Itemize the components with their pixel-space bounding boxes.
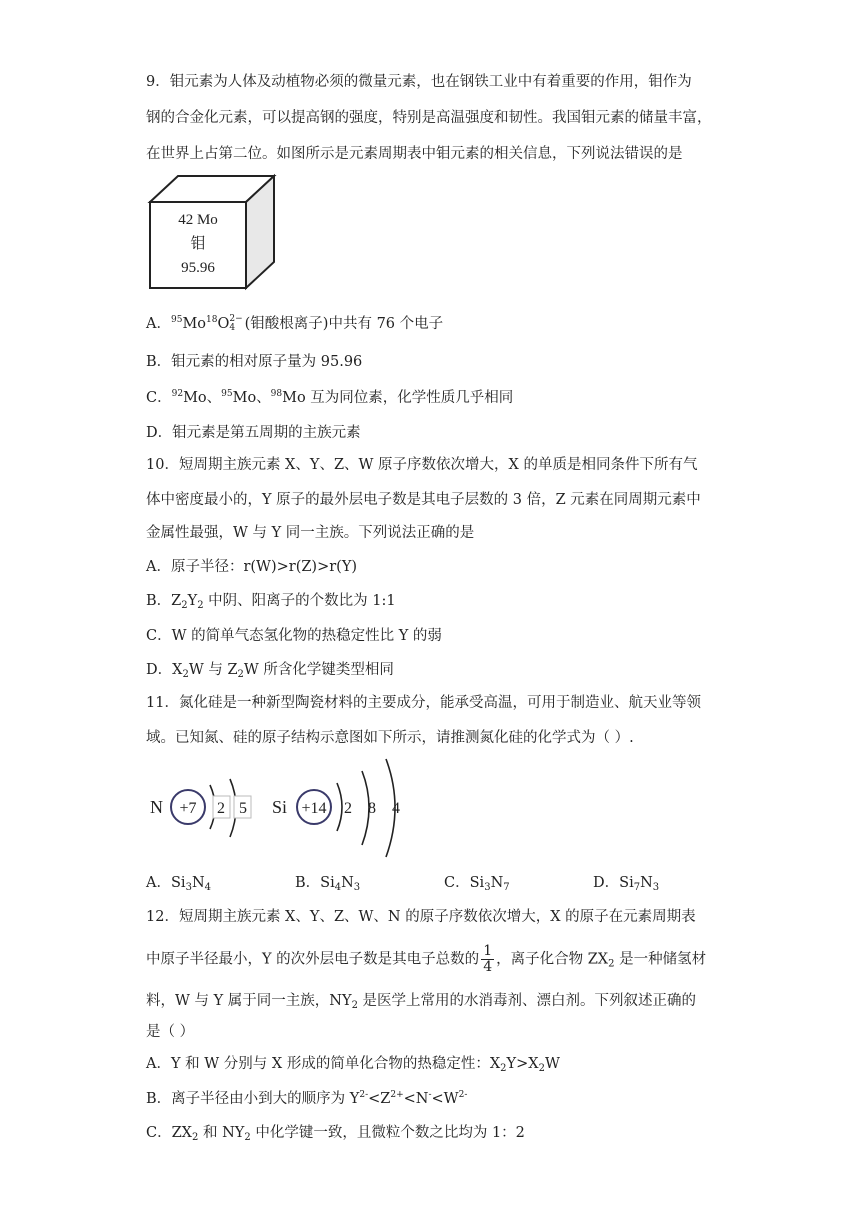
q11-option-d: D．$Si_7N_3$ — [593, 875, 660, 893]
n-shell-1-count: 2 — [217, 800, 225, 817]
q10-option-b: B．$Z_2Y_2$ 中阴、阳离子的个数比为 1:1 — [146, 593, 396, 611]
q10-stem-line-3: 金属性最强，W 与 Y 同一主族。下列说法正确的是 — [146, 525, 475, 541]
q12-stem-line-4: 是（ ） — [146, 1024, 195, 1040]
q12-stem-line-2: 中原子半径最小，Y 的次外层电子数是其电子总数的 $\frac{1}{4}$ ，离子化合物 $ZX_2$ 是一种储氢材 — [146, 943, 707, 975]
q9-option-b: B．钼元素的相对原子量为 95.96 — [146, 354, 363, 370]
element-name: 钼 — [190, 236, 206, 252]
q9-stem-line-2: 钢的合金化元素，可以提高钢的强度，特别是高温强度和韧性。我国钼元素的储量丰富， — [146, 110, 712, 126]
q12-option-b: B．离子半径由小到大的顺序为 $Y^{2-}<Z^{2+}<N^-<W^{2-}$ — [146, 1090, 468, 1107]
q12-option-c: C．$ZX_2$ 和 $NY_2$ 中化学键一致，且微粒个数之比均为 1：2 — [146, 1125, 525, 1143]
q10-option-c: C．W 的简单气态氢化物的热稳定性比 Y 的弱 — [146, 628, 442, 644]
q9-option-a: A．$^{95}$Mo$^{18}$O 2− 4 (钼酸根离子)中共有 76 个电子 — [146, 314, 444, 333]
q9-stem-line-3: 在世界上占第二位。如图所示是元素周期表中钼元素的相关信息，下列说法错误的是 — [146, 146, 683, 162]
n-nucleus-charge: +7 — [179, 800, 197, 817]
q9-option-c: C．$^{92}$Mo、$^{95}$Mo、$^{98}$Mo 互为同位素，化学性质几乎相同 — [146, 389, 514, 406]
atomic-structure-diagram — [140, 755, 420, 865]
n-shell-2-count: 5 — [239, 800, 247, 817]
q10-option-d: D．$X_2W$ 与 $Z_2W$ 所含化学键类型相同 — [146, 662, 394, 680]
si-shell-arc-1 — [337, 783, 342, 831]
q10-stem-line-2: 体中密度最小的，Y 原子的最外层电子数是其电子层数的 3 倍，Z 元素在同周期元素中 — [146, 492, 701, 508]
si-shell-3-count: 4 — [392, 800, 400, 817]
si-shell-2-count: 8 — [368, 800, 376, 817]
q10-option-a: A．原子半径：r(W)>r(Z)>r(Y) — [146, 559, 358, 575]
fraction-one-quarter: $\frac{1}{4}$ — [483, 943, 493, 975]
q11-option-b: B．$Si_4N_3$ — [295, 875, 361, 893]
si-symbol: Si — [272, 797, 288, 817]
q11-option-a: A．$Si_3N_4$ — [146, 875, 211, 893]
q9-option-d: D．钼元素是第五周期的主族元素 — [146, 425, 361, 441]
q11-stem-line-1: 11．氮化硅是一种新型陶瓷材料的主要成分，能承受高温，可用于制造业、航天业等领 — [146, 695, 701, 711]
n-symbol: N — [150, 797, 163, 817]
q10-stem-line-1: 10．短周期主族元素 X、Y、Z、W 原子序数依次增大，X 的单质是相同条件下所有气 — [146, 457, 698, 473]
si-shell-1-count: 2 — [344, 800, 352, 817]
si-nucleus-charge: +14 — [301, 800, 327, 817]
q12-option-a: A．Y 和 W 分别与 X 形成的简单化合物的热稳定性：$X_2Y>X_2W$ — [146, 1056, 560, 1074]
q12-stem-line-1: 12．短周期主族元素 X、Y、Z、W、N 的原子序数依次增大，X 的原子在元素周期表 — [146, 909, 696, 925]
q12-stem-line-3: 料，W 与 Y 属于同一主族，$NY_2$ 是医学上常用的水消毒剂、漂白剂。下列叙述正确的 — [146, 993, 697, 1011]
element-number-symbol: 42 Mo — [178, 212, 218, 228]
q11-option-c: C．$Si_3N_7$ — [444, 875, 510, 893]
q11-stem-line-2: 域。已知氮、硅的原子结构示意图如下所示，请推测氮化硅的化学式为（ ）. — [146, 730, 634, 746]
element-mass: 95.96 — [181, 260, 215, 276]
q9-stem-line-1: 9．钼元素为人体及动植物必须的微量元素，也在钢铁工业中有着重要的作用，钼作为 — [146, 74, 692, 90]
